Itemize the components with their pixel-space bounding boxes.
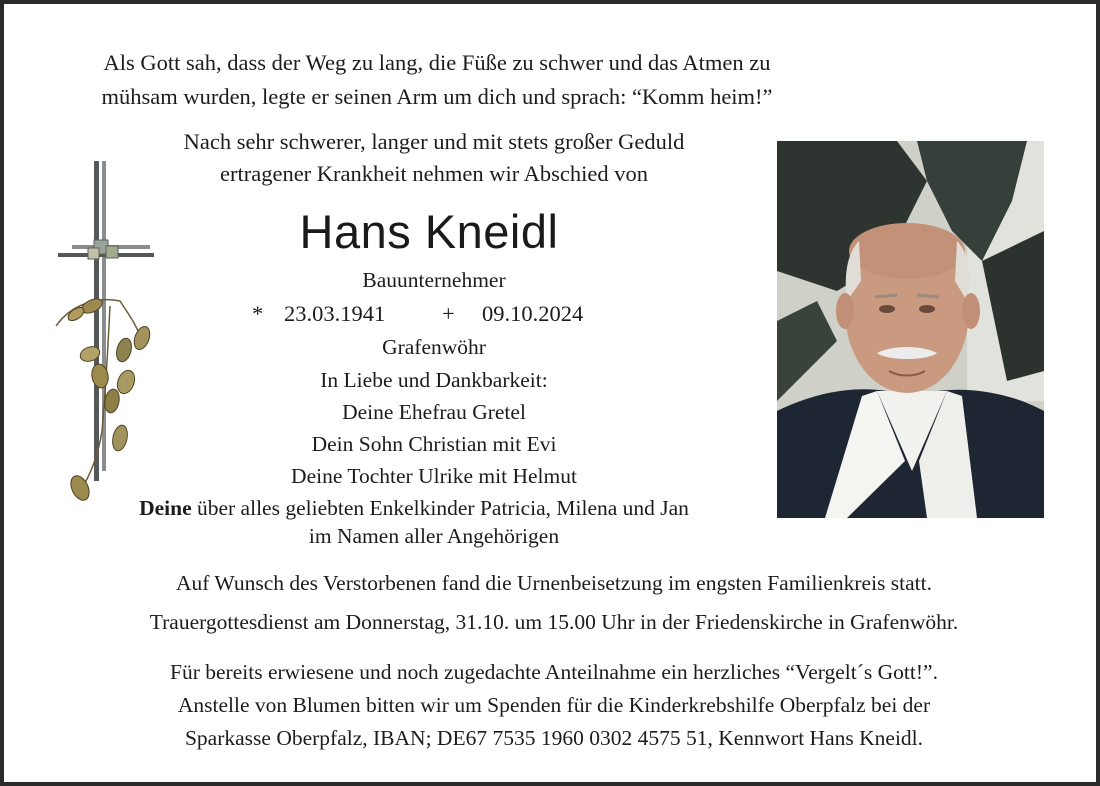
poem-line-2: mühsam wurden, legte er seinen Arm um dich und sprach: “Komm heim!” [101,84,773,109]
deceased-name: Hans Kneidl [299,205,559,258]
intro-line-2: ertragener Krankheit nehmen wir Abschied von [220,161,648,186]
portrait-photo [777,141,1044,518]
grandchildren-text: über alles geliebten Enkelkinder Patricia, Milena und Jan [191,496,689,520]
thanks-line-3: Sparkasse Oberpfalz, IBAN; DE67 7535 1960 0302 4575 51, Kennwort Hans Kneidl. [184,726,924,750]
thanks-line-2: Anstelle von Blumen bitten wir um Spenden für die Kinderkrebshilfe Oberpfalz bei der [177,693,931,717]
poem-line-1: Als Gott sah, dass der Weg zu lang, die Füße zu schwer und das Atmen zu [103,50,771,75]
mourner-relatives: im Namen aller Angehörigen [308,524,560,548]
portrait-illustration [777,141,1044,518]
death-symbol: + [442,301,455,326]
death-date: 09.10.2024 [482,301,584,326]
grandchildren-prefix: Deine [139,496,192,520]
burial-notice: Auf Wunsch des Verstorbenen fand die Urnenbeisetzung im engsten Familienkreis statt. [175,571,933,595]
mourners-heading: In Liebe und Dankbarkeit: [320,368,548,392]
profession: Bauunternehmer [362,268,506,292]
birth-date: 23.03.1941 [284,301,386,326]
birth-symbol: * [252,301,264,326]
thanks-line-1: Für bereits erwiesene und noch zugedachte Anteilnahme ein herzliches “Vergelt´s Gott!”. [170,660,938,684]
service-notice: Trauergottesdienst am Donnerstag, 31.10. um 15.00 Uhr in der Friedenskirche in Grafenwöhr. [149,610,959,634]
home-town: Grafenwöhr [382,335,486,359]
mourner-spouse: Deine Ehefrau Gretel [342,400,526,424]
mourner-daughter: Deine Tochter Ulrike mit Helmut [291,464,577,488]
mourner-son: Dein Sohn Christian mit Evi [311,432,557,456]
intro-line-1: Nach sehr schwerer, langer und mit stets großer Geduld [183,129,685,154]
mourner-grandchildren [4,496,824,521]
